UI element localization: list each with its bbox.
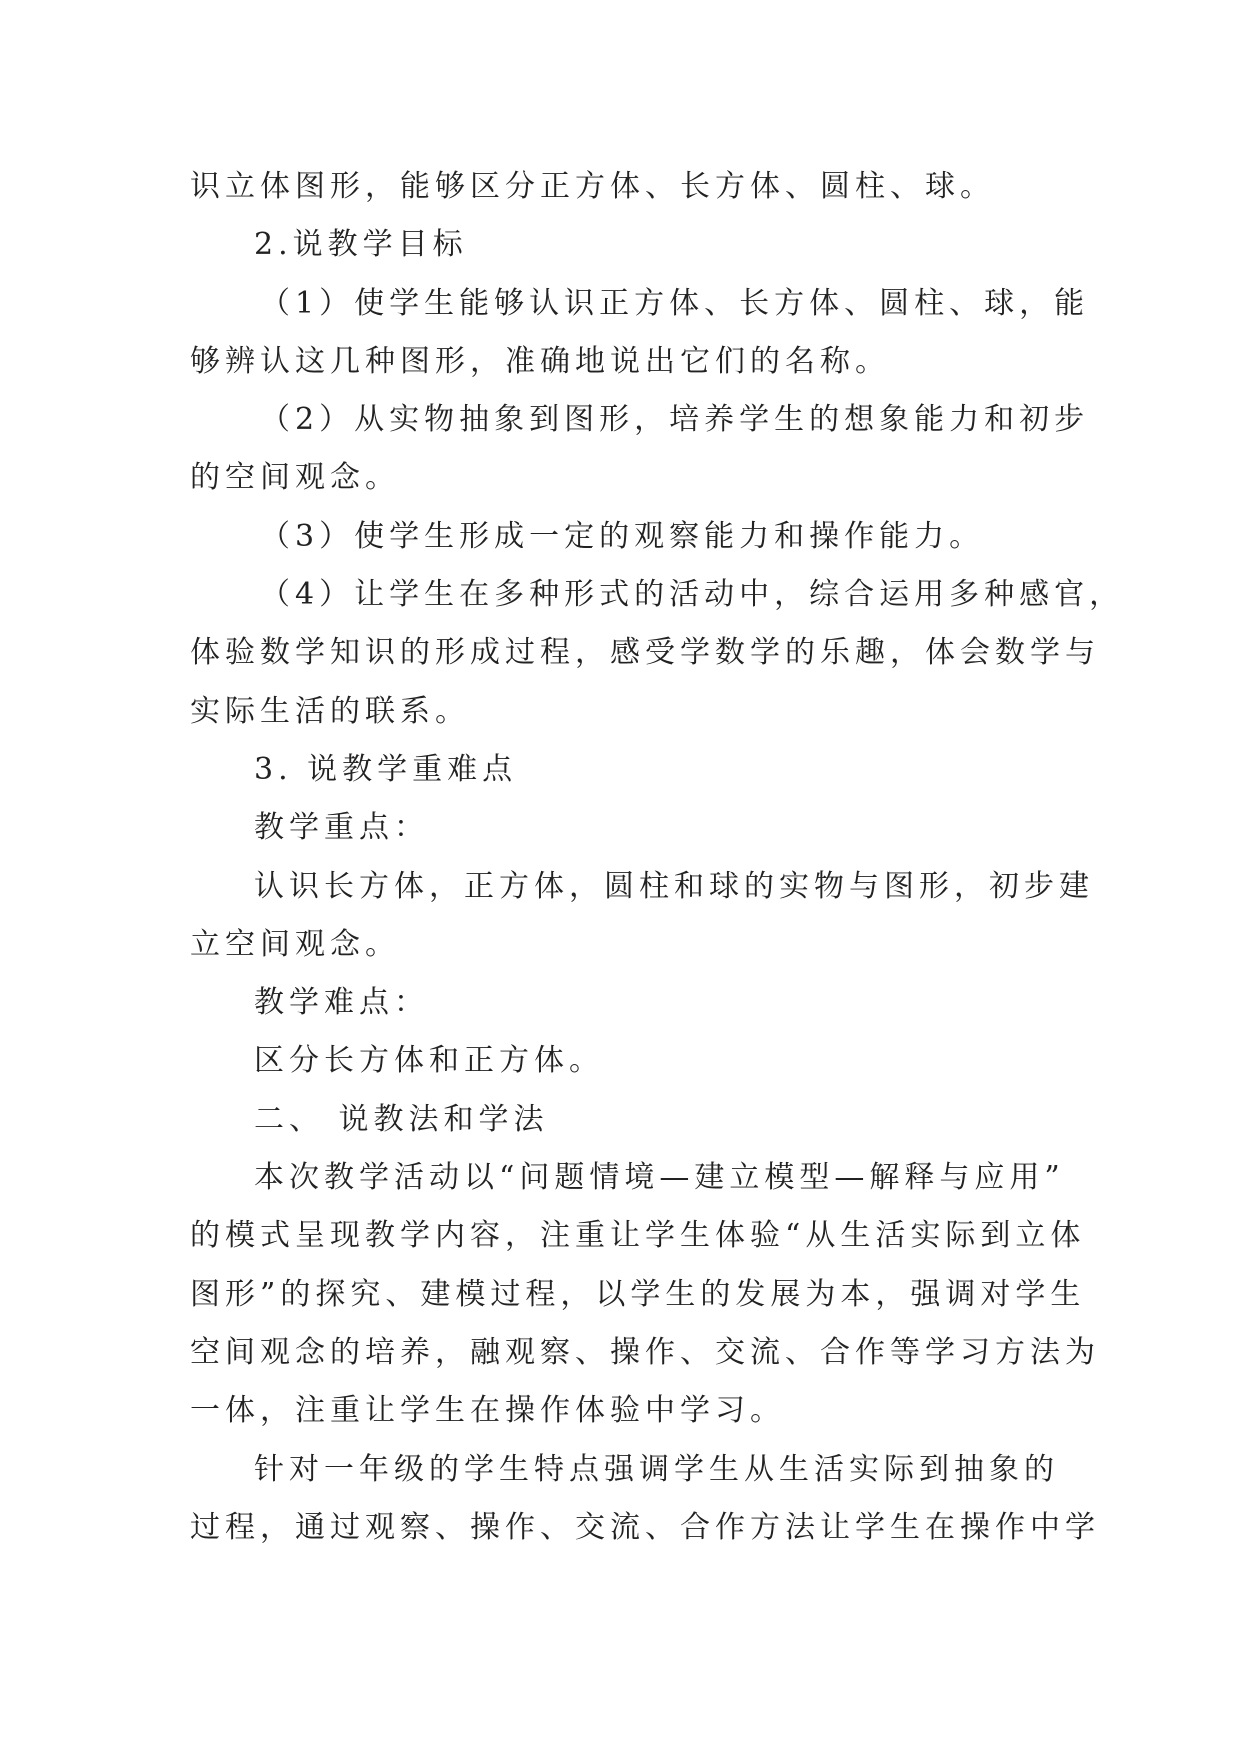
paragraph-line: 识立体图形，能够区分正方体、长方体、圆柱、球。 [190, 169, 995, 204]
paragraph-line: 的空间观念。 [190, 460, 400, 496]
section-heading: 3. 说教学重难点 [254, 751, 518, 787]
paragraph-line: 立空间观念。 [190, 926, 400, 962]
paragraph-line: （2）从实物抽象到图形，培养学生的想象能力和初步 [260, 402, 1090, 438]
paragraph-line: 体验数学知识的形成过程，感受学数学的乐趣，体会数学与 [190, 635, 1100, 671]
paragraph-line: 空间观念的培养，融观察、操作、交流、合作等学习方法为 [190, 1334, 1100, 1370]
document-body [190, 158, 1125, 1557]
paragraph-line: 本次教学活动以“问题情境—建立模型—解释与应用” [254, 1160, 1065, 1196]
section-heading: 2.说教学目标 [254, 227, 468, 263]
subheading: 教学难点： [254, 985, 429, 1021]
paragraph-line: 图形”的探究、建模过程，以学生的发展为本，强调对学生 [190, 1276, 1086, 1312]
paragraph-line: 过程，通过观察、操作、交流、合作方法让学生在操作中学 [190, 1509, 1100, 1545]
paragraph-line: 实际生活的联系。 [190, 693, 470, 729]
paragraph-line: （3）使学生形成一定的观察能力和操作能力。 [260, 518, 985, 554]
subheading: 教学重点： [254, 810, 429, 846]
paragraph-line: （4）让学生在多种形式的活动中，综合运用多种感官， [260, 577, 1125, 613]
paragraph-line: （1）使学生能够认识正方体、长方体、圆柱、球，能 [260, 285, 1090, 321]
paragraph-line: 区分长方体和正方体。 [254, 1043, 604, 1079]
paragraph-line: 的模式呈现教学内容，注重让学生体验“从生活实际到立体 [190, 1218, 1086, 1254]
paragraph-line: 够辨认这几种图形，准确地说出它们的名称。 [190, 343, 890, 379]
paragraph-line: 针对一年级的学生特点强调学生从生活实际到抽象的 [254, 1451, 1059, 1487]
section-heading: 二、 说教法和学法 [254, 1101, 549, 1137]
paragraph-line: 认识长方体，正方体，圆柱和球的实物与图形，初步建 [254, 868, 1094, 904]
paragraph-line: 一体，注重让学生在操作体验中学习。 [190, 1393, 785, 1429]
